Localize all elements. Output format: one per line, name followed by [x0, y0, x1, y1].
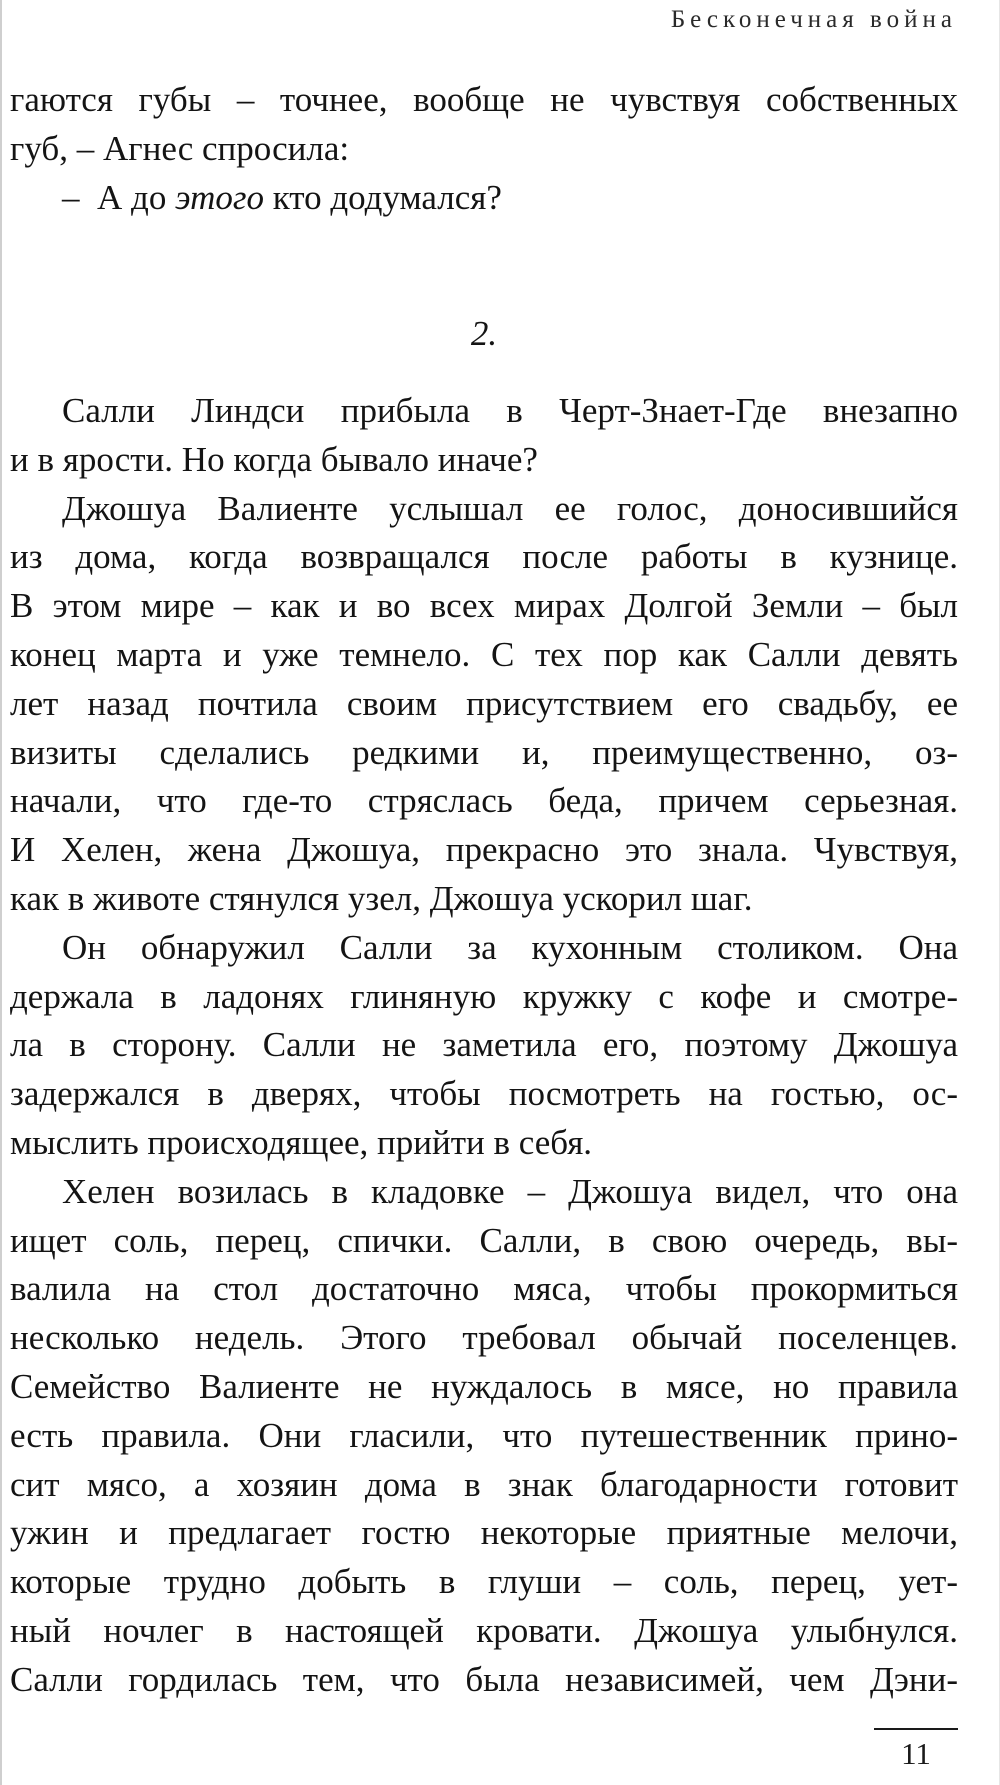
text-line: Салли гордилась тем, что была независимей, чем Дэни- [10, 1659, 958, 1699]
text-line: задержался в дверях, чтобы посмотреть на гостью, ос- [10, 1074, 958, 1114]
text-line: как в животе стянулся узел, Джошуа ускорил шаг. [10, 878, 753, 918]
text-line: Джошуа Валиенте услышал ее голос, доносившийся [62, 488, 958, 528]
text-line: ищет соль, перец, спички. Салли, в свою очередь, вы- [10, 1220, 958, 1260]
text-line: Он обнаружил Салли за кухонным столиком. Она [62, 927, 958, 967]
chapter-number: 2. [470, 314, 498, 353]
folio-rule [874, 1728, 958, 1730]
text-line: В этом мире – как и во всех мирах Долгой Земли – был [10, 586, 958, 626]
text-line: Семейство Валиенте не нуждалось в мясе, но правила [10, 1366, 958, 1406]
text-line: несколько недель. Этого требовал обычай поселенцев. [10, 1318, 958, 1358]
text-line: есть правила. Они гласили, что путешественник прино- [10, 1415, 958, 1455]
emphasis-text: этого [175, 177, 264, 217]
page-number: 11 [901, 1736, 931, 1771]
text-line: сит мясо, а хозяин дома в знак благодарности готовит [10, 1464, 958, 1504]
text-line: И Хелен, жена Джошуа, прекрасно это знала. Чувствуя, [10, 830, 958, 870]
dialogue-text: кто додумался? [264, 177, 502, 217]
text-line: мыслить происходящее, прийти в себя. [10, 1122, 593, 1162]
text-line: ужин и предлагает гостю некоторые приятные мелочи, [10, 1513, 958, 1553]
text-line: визиты сделались редкими и, преимущественно, оз- [10, 732, 958, 772]
text-block-top [10, 76, 958, 222]
text-line: Хелен возилась в кладовке – Джошуа видел, что она [62, 1171, 958, 1211]
running-head: Бесконечная война [670, 6, 957, 33]
text-line: и в ярости. Но когда бывало иначе? [10, 439, 538, 479]
text-line: гаются губы – точнее, вообще не чувствуя собственных [10, 80, 958, 119]
text-line: губ, – Агнес спросила: [10, 128, 350, 168]
text-block-main [10, 387, 958, 1705]
text-line: валила на стол достаточно мяса, чтобы прокормиться [10, 1269, 958, 1309]
text-line: ный ночлег в настоящей кровати. Джошуа улыбнулся. [10, 1610, 958, 1650]
text-line: из дома, когда возвращался после работы в кузнице. [10, 537, 958, 577]
text-line: конец марта и уже темнело. С тех пор как Салли девять [10, 634, 958, 674]
text-line: держала в ладонях глиняную кружку с кофе и смотре- [10, 976, 958, 1016]
dialogue-text: – А до [62, 177, 176, 217]
text-line: ла в сторону. Салли не заметила его, поэтому Джошуа [10, 1025, 958, 1065]
dialogue-line [10, 174, 958, 223]
text-line: начали, что где-то стряслась беда, причем серьезная. [10, 781, 958, 821]
text-line: Салли Линдси прибыла в Черт-Знает-Где внезапно [62, 391, 958, 430]
text-line: которые трудно добыть в глуши – соль, перец, ует- [10, 1562, 958, 1602]
text-line: лет назад почтила своим присутствием его свадьбу, ее [10, 683, 958, 723]
